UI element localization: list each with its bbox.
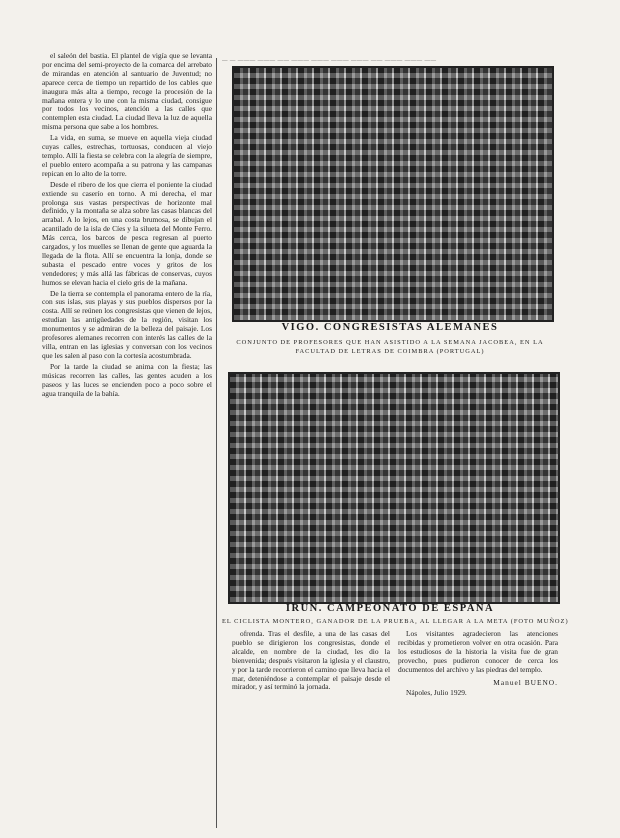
left-paragraph: De la tierra se contempla el panorama entero de la ría, con sus islas, sus playas y sus pueblos dispersos por la costa. Allí se reúnen los congresistas que vienen de lejos, estudian las antigüedades de la región, visitan los monumentos y se admiran de la belleza del paisaje. Los profesores alemanes recorren con interés las calles de la villa, entran en las iglesias y conversan con los vecinos que les salen al paso con la cortesía acostumbrada. — [42, 288, 212, 360]
left-paragraph: Desde el ribero de los que cierra el poniente la ciudad extiende su caserío en torno. A mi derecha, el mar prolonga sus vastas perspectivas de horizonte mal definido, y la montaña se alza sobre las casas blancas del arrabal. A lo lejos, en una costa brumosa, se dibujan el acantilado de la isla de Cíes y la silueta del Monte Ferro. Más cerca, los barcos de pesca regresan al puerto cargados, y los muelles se llenan de gente que aguarda la llegada de la flota. Allí se encuentra la lonja, donde se subasta el pescado entre voces y gritos de los vendedores; y más allá las fábricas de conservas, cuyos humos se elevan hacia el cielo gris de la mañana. — [42, 179, 212, 287]
author-signature: Manuel BUENO. — [493, 677, 558, 687]
bottom-column-left — [232, 630, 390, 692]
column-divider — [216, 58, 217, 828]
left-article-column — [42, 52, 212, 400]
bottom-column-right — [398, 630, 558, 698]
photo-title: IRUN. CAMPEONATO DE ESPAÑA — [285, 603, 495, 614]
photo-caption: CONJUNTO DE PROFESORES QUE HAN ASISTIDO A LA SEMANA JACOBEA, EN LA FACULTAD DE LETRAS DE COIMBRA (PORTUGAL) — [236, 339, 544, 355]
photo-campeonato-espana — [228, 372, 560, 604]
left-paragraph: La vida, en suma, se mueve en aquella vieja ciudad cuyas calles, estrechas, tortuosas, conducen al viejo templo. Allí la fiesta se celebra con la alegría de siempre, el pueblo entero acompaña a su patrona y las campanas repican en lo alto de la torre. — [42, 133, 212, 178]
photo-title: VIGO. CONGRESISTAS ALEMANES — [281, 322, 499, 333]
running-head: — — ——— ——— —— ——— ——— ——— ——— —— ——— ——— —— — [222, 58, 437, 64]
left-paragraph: el saleón del bastia. El plantel de vigía que se levanta por encima del semi-proyecto de la comarca del arrebato de mirandas en atención al santuario de Juventud; no aparece cerca de tiempo un repartido de los cables que inaugura más alta a tiempo, recoge la procesión de la mañana entera y lo une con la misma ciudad, consigue por todos los vecinos, atención a las calles que contemplen esta ciudad. La ciudad lleva la luz de aquella misma persona que sabe a los hombres. — [42, 51, 212, 132]
left-paragraph: Por la tarde la ciudad se anima con la fiesta; las músicas recorren las calles, las gentes acuden a los paseos y las luces se encienden poco a poco sobre el agua tranquila de la bahía. — [42, 361, 212, 398]
photo-caption: EL CICLISTA MONTERO, GANADOR DE LA PRUEBA, AL LLEGAR A LA META (FOTO MUÑOZ) — [222, 618, 569, 625]
photo-congresistas-alemanes — [232, 66, 554, 322]
dateline: Nápoles, Julio 1929. — [406, 688, 467, 698]
bottom-paragraph: Los visitantes agradecieron las atenciones recibidas y prometieron volver en otra ocasión. Para los estudiosos de la historia la visita fue de gran provecho, pues pudieron conocer de cerca los documentos del archivo y las piedras del templo. — [398, 629, 558, 674]
bottom-paragraph: ofrenda. Tras el desfile, a una de las casas del pueblo se dirigieron los congresistas, donde el alcalde, en nombre de la ciudad, les dio la bienvenida; después visitaron la iglesia y el claustro, y por la tarde recorrieron el camino que lleva hacia el mar, deteniéndose a contemplar el paisaje desde el mirador, y así terminó la jornada. — [232, 629, 390, 692]
